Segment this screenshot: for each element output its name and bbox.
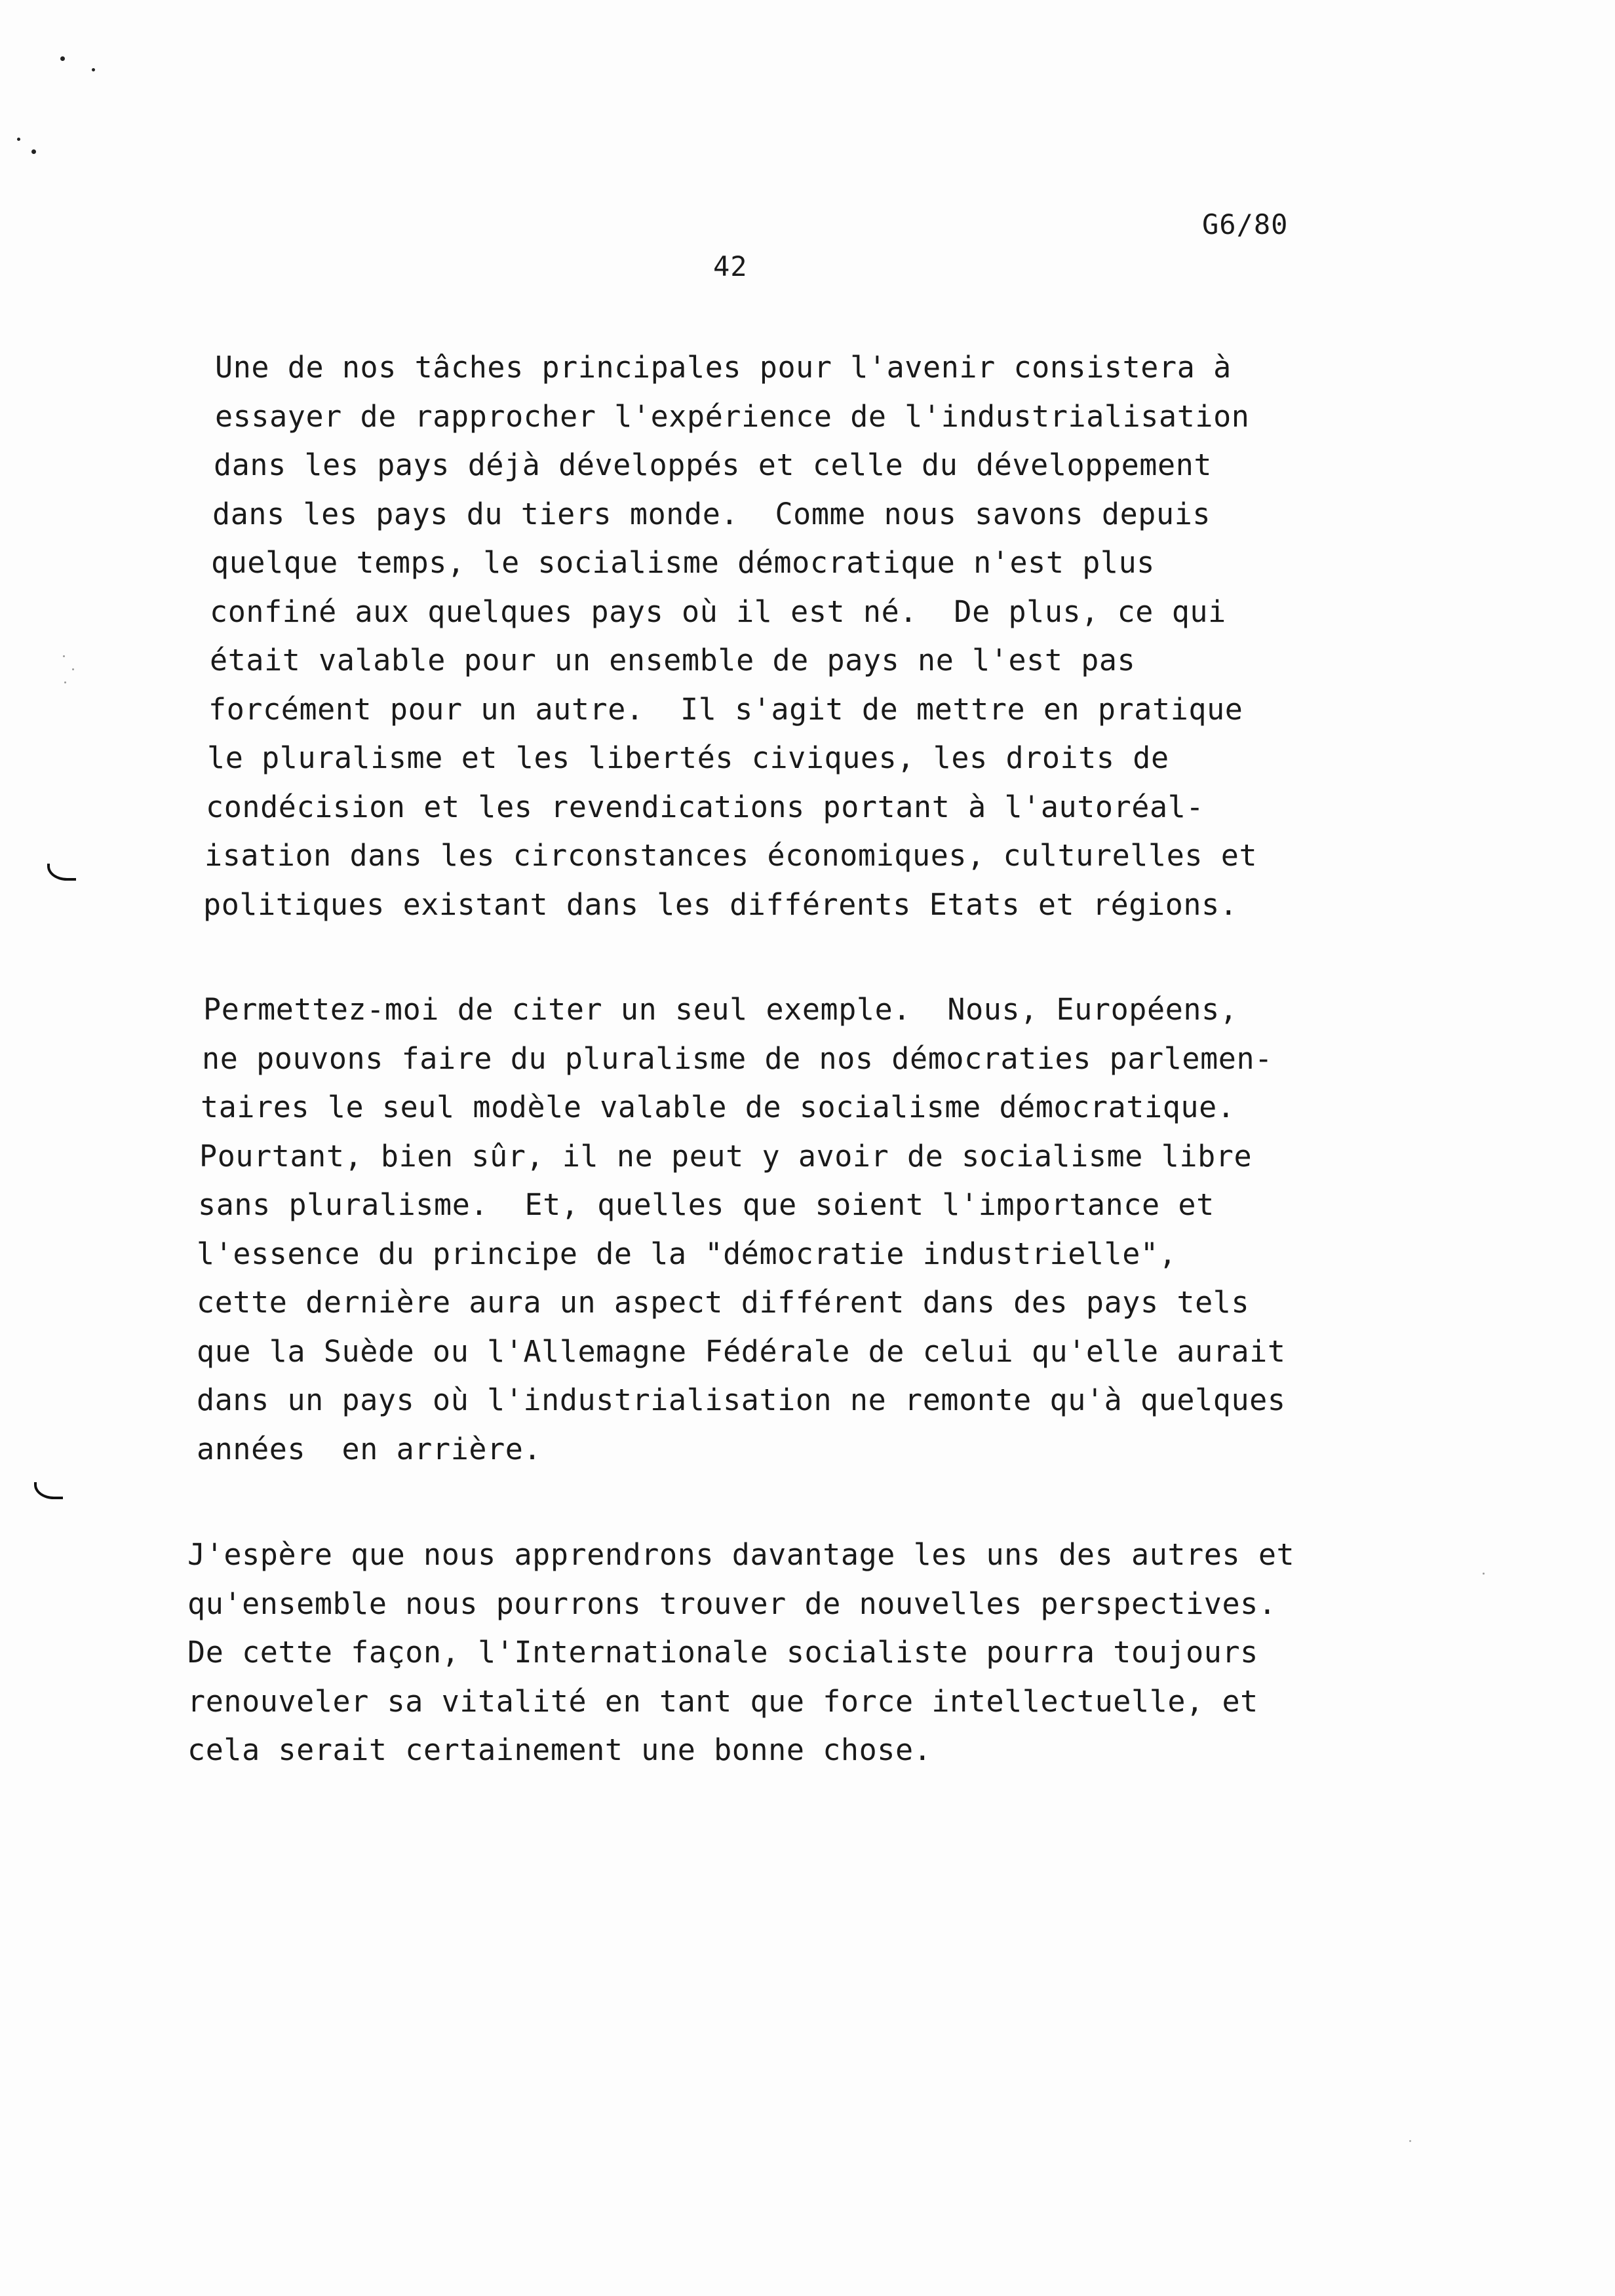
- text-line: essayer de rapprocher l'expérience de l'industrialisation: [215, 398, 1250, 434]
- text-line: politiques existant dans les différents Etats et régions.: [203, 887, 1238, 922]
- text-line: cette dernière aura un aspect différent dans des pays tels: [197, 1285, 1250, 1320]
- page-number: 42: [713, 250, 748, 282]
- text-line: qu'ensemble nous pourrons trouver de nouvelles perspectives.: [187, 1586, 1277, 1621]
- scan-speck: [72, 668, 74, 670]
- paragraph-3: [187, 1531, 1433, 1775]
- scan-speck: [17, 138, 20, 141]
- margin-mark: [34, 1482, 63, 1499]
- paragraph-1: [197, 343, 1442, 929]
- text-line: dans les pays déjà développés et celle du développement: [214, 448, 1213, 482]
- scan-speck: [64, 681, 66, 683]
- text-line: Pourtant, bien sûr, il ne peut y avoir de socialisme libre: [199, 1138, 1253, 1174]
- text-line: De cette façon, l'Internationale socialiste pourra toujours: [187, 1635, 1258, 1670]
- paragraph-2: [197, 985, 1442, 1474]
- text-line: années en arrière.: [197, 1431, 542, 1466]
- text-line: condécision et les revendications portant à l'autoréal-: [206, 789, 1205, 824]
- text-line: le pluralisme et les libertés civiques, les droits de: [207, 740, 1169, 775]
- text-line: l'essence du principe de la "démocratie industrielle",: [197, 1236, 1177, 1271]
- document-reference: G6/80: [1202, 208, 1289, 240]
- text-line: J'espère que nous apprendrons davantage les uns des autres et: [187, 1537, 1295, 1572]
- text-line: quelque temps, le socialisme démocratique n'est plus: [211, 545, 1155, 580]
- text-line: que la Suède ou l'Allemagne Fédérale de celui qu'elle aurait: [197, 1333, 1286, 1369]
- scan-speck: [1483, 1573, 1485, 1575]
- text-line: était valable pour un ensemble de pays ne l'est pas: [210, 643, 1136, 678]
- text-line: forcément pour un autre. Il s'agit de mettre en pratique: [208, 691, 1243, 727]
- text-line: cela serait certainement une bonne chose.: [187, 1732, 932, 1767]
- scan-speck: [63, 655, 65, 657]
- text-line: dans les pays du tiers monde. Comme nous savons depuis: [212, 496, 1211, 531]
- text-line: sans pluralisme. Et, quelles que soient l'importance et: [198, 1187, 1215, 1222]
- scan-speck: [60, 56, 65, 61]
- text-line: confiné aux quelques pays où il est né. De plus, ce qui: [210, 594, 1226, 629]
- text-line: isation dans les circonstances économiques, culturelles et: [204, 838, 1258, 873]
- scan-speck: [92, 68, 95, 71]
- text-line: Une de nos tâches principales pour l'avenir consistera à: [215, 350, 1232, 385]
- text-line: Permettez-moi de citer un seul exemple. Nous, Européens,: [203, 992, 1238, 1027]
- text-line: dans un pays où l'industrialisation ne remonte qu'à quelques: [197, 1383, 1286, 1417]
- text-line: ne pouvons faire du pluralisme de nos démocraties parlemen-: [202, 1041, 1273, 1076]
- text-line: renouveler sa vitalité en tant que force intellectuelle, et: [187, 1683, 1258, 1719]
- text-line: taires le seul modèle valable de socialisme démocratique.: [201, 1090, 1236, 1124]
- scan-speck: [1409, 2140, 1411, 2142]
- margin-mark: [47, 864, 76, 881]
- scan-speck: [31, 149, 36, 154]
